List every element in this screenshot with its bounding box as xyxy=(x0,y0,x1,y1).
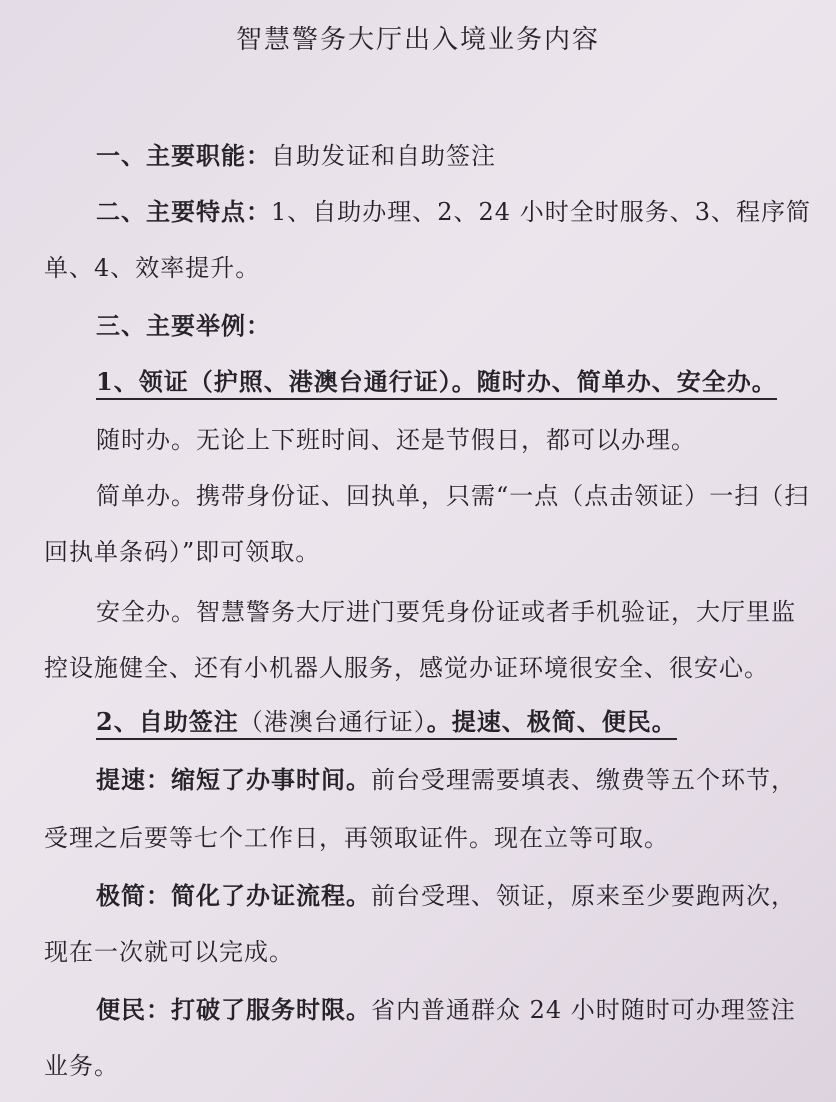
item-2-heading-bold: 2、自助签注 xyxy=(96,707,239,736)
item-1-paragraph-1: 随时办。无论上下班时间、还是节假日，都可以办理。 xyxy=(96,426,696,454)
item-2-paragraph-3-line1 xyxy=(96,994,796,1026)
item-2-paragraph-1-line2: 受理之后要等七个工作日，再领取证件。现在立等可取。 xyxy=(44,824,669,852)
item-2-heading-normal: （港澳台通行证） xyxy=(238,708,427,736)
item-2-paragraph-3-line2: 业务。 xyxy=(44,1052,119,1080)
section-1 xyxy=(96,140,496,172)
section-3-heading: 三、主要举例： xyxy=(96,311,271,340)
section-1-body: 自助发证和自助签注 xyxy=(271,142,496,170)
section-2-body-line1: 1、自助办理、2、24 小时全时服务、3、程序简 xyxy=(271,198,811,226)
item-2-paragraph-1-line1 xyxy=(96,764,796,796)
item-1-paragraph-2-line2: 回执单条码）”即可领取。 xyxy=(44,538,321,566)
section-2-body-line2: 单、4、效率提升。 xyxy=(44,254,261,282)
item-2-heading-text xyxy=(96,707,677,740)
item-1-heading-text: 1、领证（护照、港澳台通行证）。随时办、简单办、安全办。 xyxy=(96,367,777,400)
section-2-heading: 二、主要特点： xyxy=(96,197,271,226)
item-2-paragraph-2-line1 xyxy=(96,880,796,912)
item-2-paragraph-1-lead: 提速：缩短了办事时间。 xyxy=(96,765,371,794)
item-1-paragraph-3-line2: 控设施健全、还有小机器人服务，感觉办证环境很安全、很安心。 xyxy=(44,654,769,682)
item-2-paragraph-2-rest: 前台受理、领证，原来至少要跑两次， xyxy=(371,882,796,910)
item-2-paragraph-3-rest: 省内普通群众 24 小时随时可办理签注 xyxy=(371,996,796,1024)
item-2-paragraph-2-lead: 极简：简化了办证流程。 xyxy=(96,881,371,910)
item-2-heading-tail: 。提速、极简、便民。 xyxy=(426,707,677,736)
item-2-heading xyxy=(96,706,677,738)
document-title: 智慧警务大厅出入境业务内容 xyxy=(236,25,601,55)
section-1-heading: 一、主要职能： xyxy=(96,141,271,170)
item-2-paragraph-3-lead: 便民：打破了服务时限。 xyxy=(96,995,371,1024)
item-2-paragraph-2-line2: 现在一次就可以完成。 xyxy=(44,938,294,966)
item-1-paragraph-3-line1: 安全办。智慧警务大厅进门要凭身份证或者手机验证，大厅里监 xyxy=(96,598,796,626)
item-1-paragraph-2-line1: 简单办。携带身份证、回执单，只需“一点（点击领证）一扫（扫 xyxy=(96,482,810,510)
item-2-paragraph-1-rest: 前台受理需要填表、缴费等五个环节， xyxy=(371,766,796,794)
section-2 xyxy=(96,196,811,228)
item-1-heading xyxy=(96,366,777,398)
